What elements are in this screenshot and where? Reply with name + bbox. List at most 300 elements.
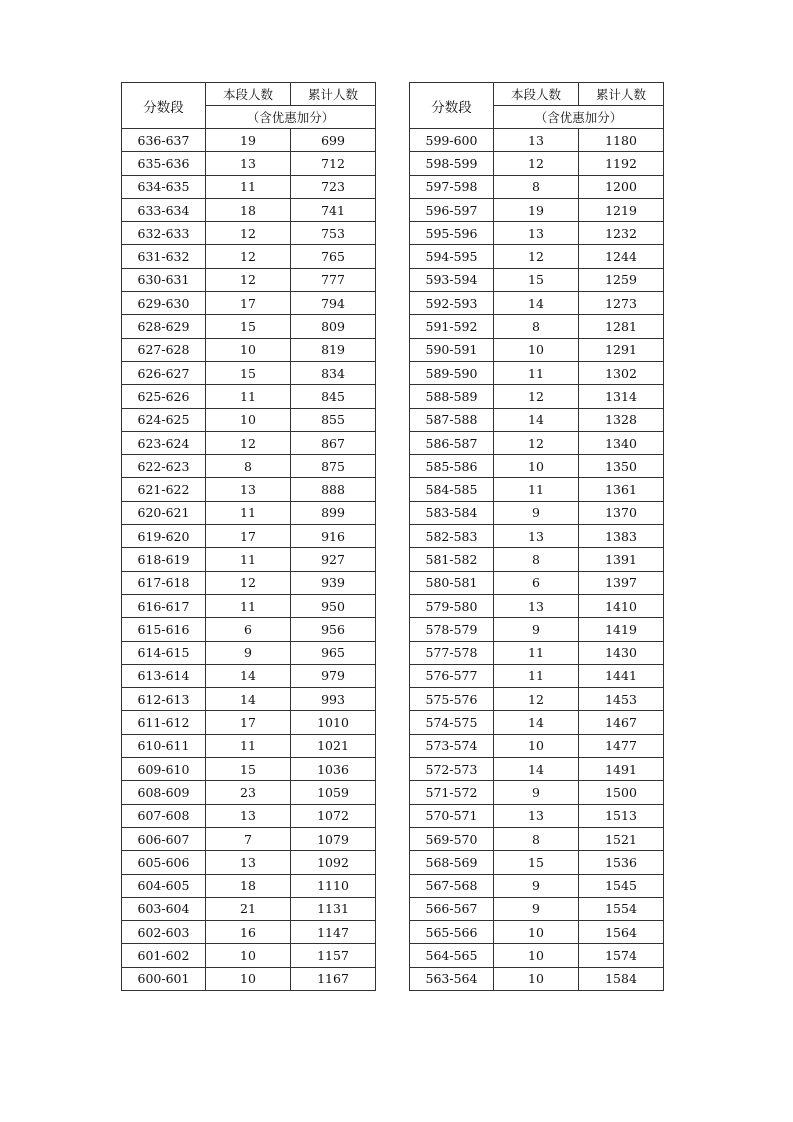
table-row (122, 688, 376, 711)
score-segment-cell: 578-579 (410, 618, 494, 641)
table-row (122, 338, 376, 361)
score-segment-cell: 599-600 (410, 129, 494, 152)
score-segment-cell: 583-584 (410, 501, 494, 524)
score-segment-cell: 570-571 (410, 804, 494, 827)
table-row (122, 921, 376, 944)
table-row (410, 874, 664, 897)
table-row (410, 897, 664, 920)
cumulative-count-cell: 1281 (579, 315, 664, 338)
cumulative-count-cell: 753 (291, 222, 376, 245)
segment-count-cell: 8 (494, 315, 579, 338)
table-row (122, 967, 376, 990)
table-row (122, 827, 376, 850)
cumulative-count-cell: 1500 (579, 781, 664, 804)
score-segment-cell: 596-597 (410, 198, 494, 221)
table-row (410, 804, 664, 827)
segment-count-cell: 15 (494, 268, 579, 291)
table-row (122, 548, 376, 571)
segment-count-cell: 8 (494, 827, 579, 850)
score-segment-cell: 617-618 (122, 571, 206, 594)
header-segment-count: 本段人数 (494, 83, 579, 106)
score-segment-cell: 616-617 (122, 594, 206, 617)
score-segment-cell: 623-624 (122, 431, 206, 454)
table-row (410, 571, 664, 594)
segment-count-cell: 13 (206, 152, 291, 175)
table-row (122, 874, 376, 897)
cumulative-count-cell: 1350 (579, 455, 664, 478)
cumulative-count-cell: 1010 (291, 711, 376, 734)
segment-count-cell: 12 (494, 431, 579, 454)
table-row (122, 431, 376, 454)
segment-count-cell: 13 (494, 594, 579, 617)
cumulative-count-cell: 1521 (579, 827, 664, 850)
cumulative-count-cell: 1383 (579, 525, 664, 548)
table-row (410, 268, 664, 291)
header-note: （含优惠加分） (494, 106, 664, 129)
cumulative-count-cell: 1467 (579, 711, 664, 734)
segment-count-cell: 17 (206, 711, 291, 734)
segment-count-cell: 13 (494, 804, 579, 827)
score-segment-cell: 588-589 (410, 385, 494, 408)
table-row (122, 664, 376, 687)
segment-count-cell: 11 (206, 594, 291, 617)
score-segment-cell: 564-565 (410, 944, 494, 967)
table-row (410, 245, 664, 268)
table-row (410, 315, 664, 338)
cumulative-count-cell: 1584 (579, 967, 664, 990)
table-row (122, 804, 376, 827)
cumulative-count-cell: 723 (291, 175, 376, 198)
table-row (410, 641, 664, 664)
score-segment-cell: 605-606 (122, 851, 206, 874)
segment-count-cell: 23 (206, 781, 291, 804)
cumulative-count-cell: 1059 (291, 781, 376, 804)
table-row (122, 408, 376, 431)
score-segment-cell: 586-587 (410, 431, 494, 454)
table-row (410, 292, 664, 315)
score-segment-cell: 626-627 (122, 361, 206, 384)
table-row (122, 758, 376, 781)
cumulative-count-cell: 1131 (291, 897, 376, 920)
table-row (410, 664, 664, 687)
table-row (410, 361, 664, 384)
table-row (122, 268, 376, 291)
score-segment-cell: 614-615 (122, 641, 206, 664)
cumulative-count-cell: 1340 (579, 431, 664, 454)
cumulative-count-cell: 1513 (579, 804, 664, 827)
segment-count-cell: 10 (494, 338, 579, 361)
cumulative-count-cell: 699 (291, 129, 376, 152)
table-row (122, 198, 376, 221)
segment-count-cell: 13 (494, 222, 579, 245)
table-row (122, 501, 376, 524)
cumulative-count-cell: 956 (291, 618, 376, 641)
table-row (122, 781, 376, 804)
table-body-left (122, 129, 376, 991)
table-row (122, 711, 376, 734)
score-segment-cell: 631-632 (122, 245, 206, 268)
segment-count-cell: 14 (494, 292, 579, 315)
cumulative-count-cell: 794 (291, 292, 376, 315)
segment-count-cell: 10 (494, 944, 579, 967)
cumulative-count-cell: 1157 (291, 944, 376, 967)
cumulative-count-cell: 1219 (579, 198, 664, 221)
score-table-right (409, 82, 664, 991)
table-row (410, 758, 664, 781)
segment-count-cell: 14 (494, 408, 579, 431)
score-segment-cell: 572-573 (410, 758, 494, 781)
cumulative-count-cell: 1079 (291, 827, 376, 850)
score-segment-cell: 601-602 (122, 944, 206, 967)
table-row (122, 129, 376, 152)
segment-count-cell: 15 (206, 361, 291, 384)
score-segment-cell: 628-629 (122, 315, 206, 338)
cumulative-count-cell: 1453 (579, 688, 664, 711)
score-segment-cell: 632-633 (122, 222, 206, 245)
score-segment-cell: 600-601 (122, 967, 206, 990)
score-segment-cell: 585-586 (410, 455, 494, 478)
score-segment-cell: 615-616 (122, 618, 206, 641)
table-row (410, 827, 664, 850)
score-segment-cell: 606-607 (122, 827, 206, 850)
table-row (410, 734, 664, 757)
segment-count-cell: 17 (206, 292, 291, 315)
segment-count-cell: 13 (206, 478, 291, 501)
score-segment-cell: 625-626 (122, 385, 206, 408)
segment-count-cell: 9 (494, 618, 579, 641)
table-row (410, 175, 664, 198)
segment-count-cell: 11 (494, 478, 579, 501)
cumulative-count-cell: 1232 (579, 222, 664, 245)
cumulative-count-cell: 819 (291, 338, 376, 361)
segment-count-cell: 14 (206, 664, 291, 687)
segment-count-cell: 11 (494, 641, 579, 664)
table-row (122, 944, 376, 967)
table-row (122, 571, 376, 594)
score-segment-cell: 566-567 (410, 897, 494, 920)
score-segment-cell: 568-569 (410, 851, 494, 874)
cumulative-count-cell: 867 (291, 431, 376, 454)
score-segment-cell: 618-619 (122, 548, 206, 571)
score-segment-cell: 592-593 (410, 292, 494, 315)
score-segment-cell: 582-583 (410, 525, 494, 548)
table-row (122, 315, 376, 338)
score-segment-cell: 574-575 (410, 711, 494, 734)
segment-count-cell: 10 (206, 967, 291, 990)
segment-count-cell: 8 (494, 548, 579, 571)
score-table-left (121, 82, 376, 991)
cumulative-count-cell: 888 (291, 478, 376, 501)
cumulative-count-cell: 1441 (579, 664, 664, 687)
segment-count-cell: 7 (206, 827, 291, 850)
table-row (410, 594, 664, 617)
score-segment-cell: 607-608 (122, 804, 206, 827)
segment-count-cell: 11 (206, 501, 291, 524)
score-segment-cell: 636-637 (122, 129, 206, 152)
score-segment-cell: 630-631 (122, 268, 206, 291)
segment-count-cell: 16 (206, 921, 291, 944)
score-segment-cell: 580-581 (410, 571, 494, 594)
segment-count-cell: 9 (494, 897, 579, 920)
segment-count-cell: 15 (494, 851, 579, 874)
segment-count-cell: 12 (494, 688, 579, 711)
table-row (410, 408, 664, 431)
table-row (122, 851, 376, 874)
cumulative-count-cell: 777 (291, 268, 376, 291)
cumulative-count-cell: 834 (291, 361, 376, 384)
score-segment-cell: 612-613 (122, 688, 206, 711)
table-row (122, 594, 376, 617)
cumulative-count-cell: 1200 (579, 175, 664, 198)
score-segment-cell: 571-572 (410, 781, 494, 804)
cumulative-count-cell: 1092 (291, 851, 376, 874)
segment-count-cell: 14 (494, 711, 579, 734)
cumulative-count-cell: 809 (291, 315, 376, 338)
table-row (410, 198, 664, 221)
segment-count-cell: 12 (206, 268, 291, 291)
table-row (122, 361, 376, 384)
table-row (410, 921, 664, 944)
segment-count-cell: 9 (494, 501, 579, 524)
score-segment-cell: 608-609 (122, 781, 206, 804)
segment-count-cell: 19 (206, 129, 291, 152)
table-row (410, 525, 664, 548)
cumulative-count-cell: 965 (291, 641, 376, 664)
score-segment-cell: 610-611 (122, 734, 206, 757)
cumulative-count-cell: 939 (291, 571, 376, 594)
segment-count-cell: 14 (206, 688, 291, 711)
table-row (410, 385, 664, 408)
score-segment-cell: 620-621 (122, 501, 206, 524)
cumulative-count-cell: 1477 (579, 734, 664, 757)
segment-count-cell: 18 (206, 874, 291, 897)
cumulative-count-cell: 1072 (291, 804, 376, 827)
score-segment-cell: 587-588 (410, 408, 494, 431)
cumulative-count-cell: 1259 (579, 268, 664, 291)
cumulative-count-cell: 1574 (579, 944, 664, 967)
segment-count-cell: 6 (206, 618, 291, 641)
score-segment-cell: 635-636 (122, 152, 206, 175)
cumulative-count-cell: 1167 (291, 967, 376, 990)
cumulative-count-cell: 1244 (579, 245, 664, 268)
table-row (410, 688, 664, 711)
score-segment-cell: 629-630 (122, 292, 206, 315)
cumulative-count-cell: 1273 (579, 292, 664, 315)
cumulative-count-cell: 1391 (579, 548, 664, 571)
cumulative-count-cell: 765 (291, 245, 376, 268)
segment-count-cell: 6 (494, 571, 579, 594)
segment-count-cell: 9 (494, 781, 579, 804)
score-segment-cell: 598-599 (410, 152, 494, 175)
table-row (122, 618, 376, 641)
score-segment-cell: 633-634 (122, 198, 206, 221)
segment-count-cell: 12 (494, 245, 579, 268)
cumulative-count-cell: 1021 (291, 734, 376, 757)
score-segment-cell: 577-578 (410, 641, 494, 664)
cumulative-count-cell: 1192 (579, 152, 664, 175)
segment-count-cell: 10 (494, 734, 579, 757)
score-segment-cell: 590-591 (410, 338, 494, 361)
cumulative-count-cell: 1036 (291, 758, 376, 781)
cumulative-count-cell: 875 (291, 455, 376, 478)
cumulative-count-cell: 1302 (579, 361, 664, 384)
cumulative-count-cell: 712 (291, 152, 376, 175)
score-segment-cell: 573-574 (410, 734, 494, 757)
segment-count-cell: 10 (494, 455, 579, 478)
table-row (122, 222, 376, 245)
table-row (122, 734, 376, 757)
score-segment-cell: 624-625 (122, 408, 206, 431)
table-row (410, 478, 664, 501)
table-row (410, 711, 664, 734)
cumulative-count-cell: 1564 (579, 921, 664, 944)
cumulative-count-cell: 1328 (579, 408, 664, 431)
segment-count-cell: 11 (494, 361, 579, 384)
segment-count-cell: 13 (206, 804, 291, 827)
cumulative-count-cell: 855 (291, 408, 376, 431)
table-body-right (410, 129, 664, 991)
segment-count-cell: 13 (494, 129, 579, 152)
segment-count-cell: 15 (206, 758, 291, 781)
segment-count-cell: 19 (494, 198, 579, 221)
segment-count-cell: 12 (206, 571, 291, 594)
table-row (122, 897, 376, 920)
score-segment-cell: 634-635 (122, 175, 206, 198)
score-segment-cell: 591-592 (410, 315, 494, 338)
table-row (410, 781, 664, 804)
table-row (122, 152, 376, 175)
table-row (410, 431, 664, 454)
cumulative-count-cell: 1410 (579, 594, 664, 617)
cumulative-count-cell: 1545 (579, 874, 664, 897)
table-row (410, 152, 664, 175)
score-segment-cell: 563-564 (410, 967, 494, 990)
segment-count-cell: 8 (494, 175, 579, 198)
segment-count-cell: 10 (494, 967, 579, 990)
table-row (122, 175, 376, 198)
segment-count-cell: 17 (206, 525, 291, 548)
segment-count-cell: 12 (206, 245, 291, 268)
table-row (122, 478, 376, 501)
score-segment-cell: 611-612 (122, 711, 206, 734)
score-segment-cell: 609-610 (122, 758, 206, 781)
table-row (122, 641, 376, 664)
cumulative-count-cell: 1361 (579, 478, 664, 501)
cumulative-count-cell: 950 (291, 594, 376, 617)
score-segment-cell: 595-596 (410, 222, 494, 245)
score-segment-cell: 619-620 (122, 525, 206, 548)
header-cumulative-count: 累计人数 (291, 83, 376, 106)
header-score-segment: 分数段 (410, 83, 494, 129)
segment-count-cell: 9 (206, 641, 291, 664)
table-row (410, 501, 664, 524)
table-row (410, 455, 664, 478)
score-segment-cell: 593-594 (410, 268, 494, 291)
table-row (122, 385, 376, 408)
segment-count-cell: 13 (206, 851, 291, 874)
segment-count-cell: 21 (206, 897, 291, 920)
table-row (410, 338, 664, 361)
cumulative-count-cell: 916 (291, 525, 376, 548)
cumulative-count-cell: 1314 (579, 385, 664, 408)
score-segment-cell: 584-585 (410, 478, 494, 501)
score-segment-cell: 565-566 (410, 921, 494, 944)
table-row (410, 851, 664, 874)
table-row (410, 618, 664, 641)
segment-count-cell: 11 (206, 548, 291, 571)
table-row (410, 967, 664, 990)
cumulative-count-cell: 845 (291, 385, 376, 408)
segment-count-cell: 12 (494, 385, 579, 408)
segment-count-cell: 18 (206, 198, 291, 221)
cumulative-count-cell: 979 (291, 664, 376, 687)
segment-count-cell: 11 (494, 664, 579, 687)
header-segment-count: 本段人数 (206, 83, 291, 106)
segment-count-cell: 13 (494, 525, 579, 548)
table-row (122, 525, 376, 548)
cumulative-count-cell: 1554 (579, 897, 664, 920)
table-row (410, 222, 664, 245)
score-segment-cell: 575-576 (410, 688, 494, 711)
cumulative-count-cell: 1291 (579, 338, 664, 361)
cumulative-count-cell: 1419 (579, 618, 664, 641)
cumulative-count-cell: 927 (291, 548, 376, 571)
score-segment-cell: 589-590 (410, 361, 494, 384)
segment-count-cell: 11 (206, 385, 291, 408)
header-note: （含优惠加分） (206, 106, 376, 129)
segment-count-cell: 14 (494, 758, 579, 781)
cumulative-count-cell: 1536 (579, 851, 664, 874)
score-segment-cell: 622-623 (122, 455, 206, 478)
cumulative-count-cell: 741 (291, 198, 376, 221)
segment-count-cell: 11 (206, 175, 291, 198)
score-segment-cell: 604-605 (122, 874, 206, 897)
cumulative-count-cell: 1110 (291, 874, 376, 897)
cumulative-count-cell: 1180 (579, 129, 664, 152)
cumulative-count-cell: 993 (291, 688, 376, 711)
segment-count-cell: 10 (206, 338, 291, 361)
segment-count-cell: 12 (206, 431, 291, 454)
score-segment-cell: 602-603 (122, 921, 206, 944)
header-score-segment: 分数段 (122, 83, 206, 129)
score-segment-cell: 581-582 (410, 548, 494, 571)
table-row (122, 245, 376, 268)
score-segment-cell: 567-568 (410, 874, 494, 897)
cumulative-count-cell: 1147 (291, 921, 376, 944)
score-segment-cell: 594-595 (410, 245, 494, 268)
cumulative-count-cell: 1491 (579, 758, 664, 781)
segment-count-cell: 9 (494, 874, 579, 897)
cumulative-count-cell: 1397 (579, 571, 664, 594)
table-row (410, 548, 664, 571)
cumulative-count-cell: 1370 (579, 501, 664, 524)
table-row (410, 129, 664, 152)
cumulative-count-cell: 1430 (579, 641, 664, 664)
segment-count-cell: 8 (206, 455, 291, 478)
segment-count-cell: 10 (206, 408, 291, 431)
segment-count-cell: 12 (206, 222, 291, 245)
score-segment-cell: 621-622 (122, 478, 206, 501)
score-segment-cell: 576-577 (410, 664, 494, 687)
header-cumulative-count: 累计人数 (579, 83, 664, 106)
score-segment-cell: 603-604 (122, 897, 206, 920)
segment-count-cell: 10 (206, 944, 291, 967)
table-row (122, 292, 376, 315)
score-segment-cell: 627-628 (122, 338, 206, 361)
cumulative-count-cell: 899 (291, 501, 376, 524)
score-segment-cell: 569-570 (410, 827, 494, 850)
score-segment-cell: 579-580 (410, 594, 494, 617)
